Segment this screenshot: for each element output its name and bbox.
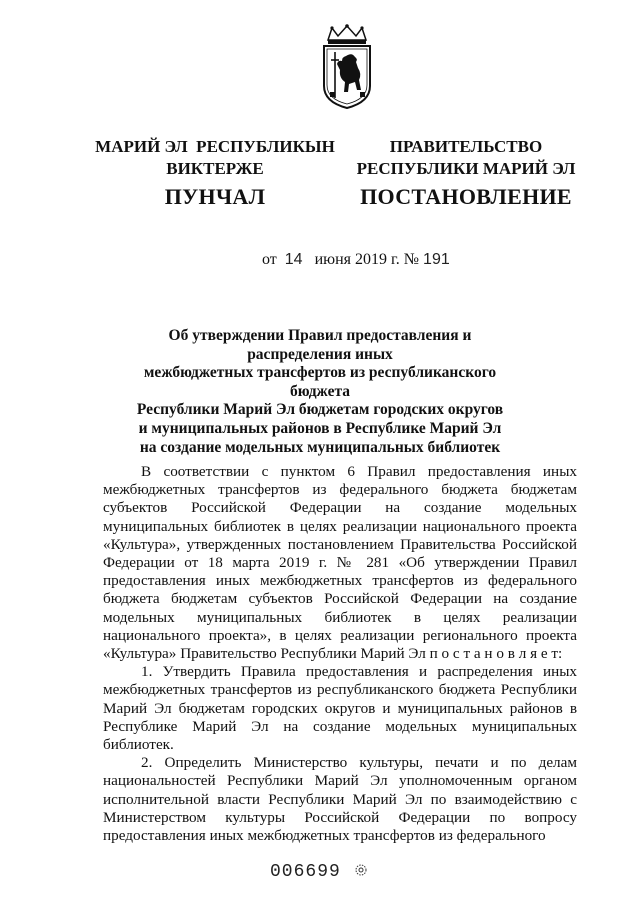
document-number: 191	[423, 251, 450, 268]
header-left-line1: МАРИЙ ЭЛ РЕСПУБЛИКЫН	[95, 137, 335, 156]
title-line: и муниципальных районов в Республике Марий Эл	[138, 419, 502, 437]
date-month-year: июня 2019 г. №	[314, 251, 420, 268]
header-left	[92, 136, 338, 208]
header-right	[350, 136, 582, 208]
header-left-doc-type: ПУНЧАЛ	[164, 184, 266, 209]
date-prefix: от	[262, 251, 277, 268]
body-paragraph: В соответствии с пунктом 6 Правил предоставления иных межбюджетных трансфертов из федерального бюджета бюджетам субъектов Российской Федерации на создание модельных муниципальных библиотек в целях реализации национального проекта «Культура», утвержденных постановлением Правительства Российской Федерации от 18 марта 2019 г. № 281 «Об утверждении Правил предоставления иных межбюджетных трансфертов из федерального бюджета бюджетам субъектов Российской Федерации на создание модельных муниципальных библиотек в целях реализации национального проекта», в целях реализации регионального проекта «Культура» Правительство Республики Марий Эл п о с т а н о в л я е т:	[103, 463, 577, 663]
body-paragraph: 1. Утвердить Правила предоставления и распределения иных межбюджетных трансфертов из республиканского бюджета Республики Марий Эл бюджетам городских округов и муниципальных районов в Республике Марий Эл на создание модельных муниципальных библиотек.	[103, 663, 577, 754]
title-line: Об утверждении Правил предоставления и распределения иных	[168, 327, 472, 363]
coat-of-arms-icon	[318, 24, 376, 110]
title-line: на создание модельных муниципальных библиотек	[139, 438, 501, 456]
header-right-line2: РЕСПУБЛИКИ МАРИЙ ЭЛ	[356, 159, 576, 178]
body-paragraph: 2. Определить Министерство культуры, печати и по делам национальностей Республики Марий Эл уполномоченным органом исполнительной власти Республики Марий Эл по взаимодействию с Министерством культуры Российской Федерации по вопросу предоставления иных межбюджетных трансфертов из федерального	[103, 754, 577, 845]
title-line: межбюджетных трансфертов из республиканского бюджета	[143, 364, 497, 400]
document-body	[103, 463, 577, 845]
header-left-line2: ВИКТЕРЖЕ	[166, 159, 264, 178]
ornament-icon	[354, 863, 368, 877]
title-line: Республики Марий Эл бюджетам городских округов	[136, 401, 504, 419]
date-day: 14	[284, 251, 303, 268]
header-right-line1: ПРАВИТЕЛЬСТВО	[389, 137, 543, 156]
header-right-doc-type: ПОСТАНОВЛЕНИЕ	[360, 184, 572, 209]
serial-number: 006699	[270, 862, 341, 882]
document-title	[120, 327, 520, 457]
date-line	[262, 251, 450, 269]
